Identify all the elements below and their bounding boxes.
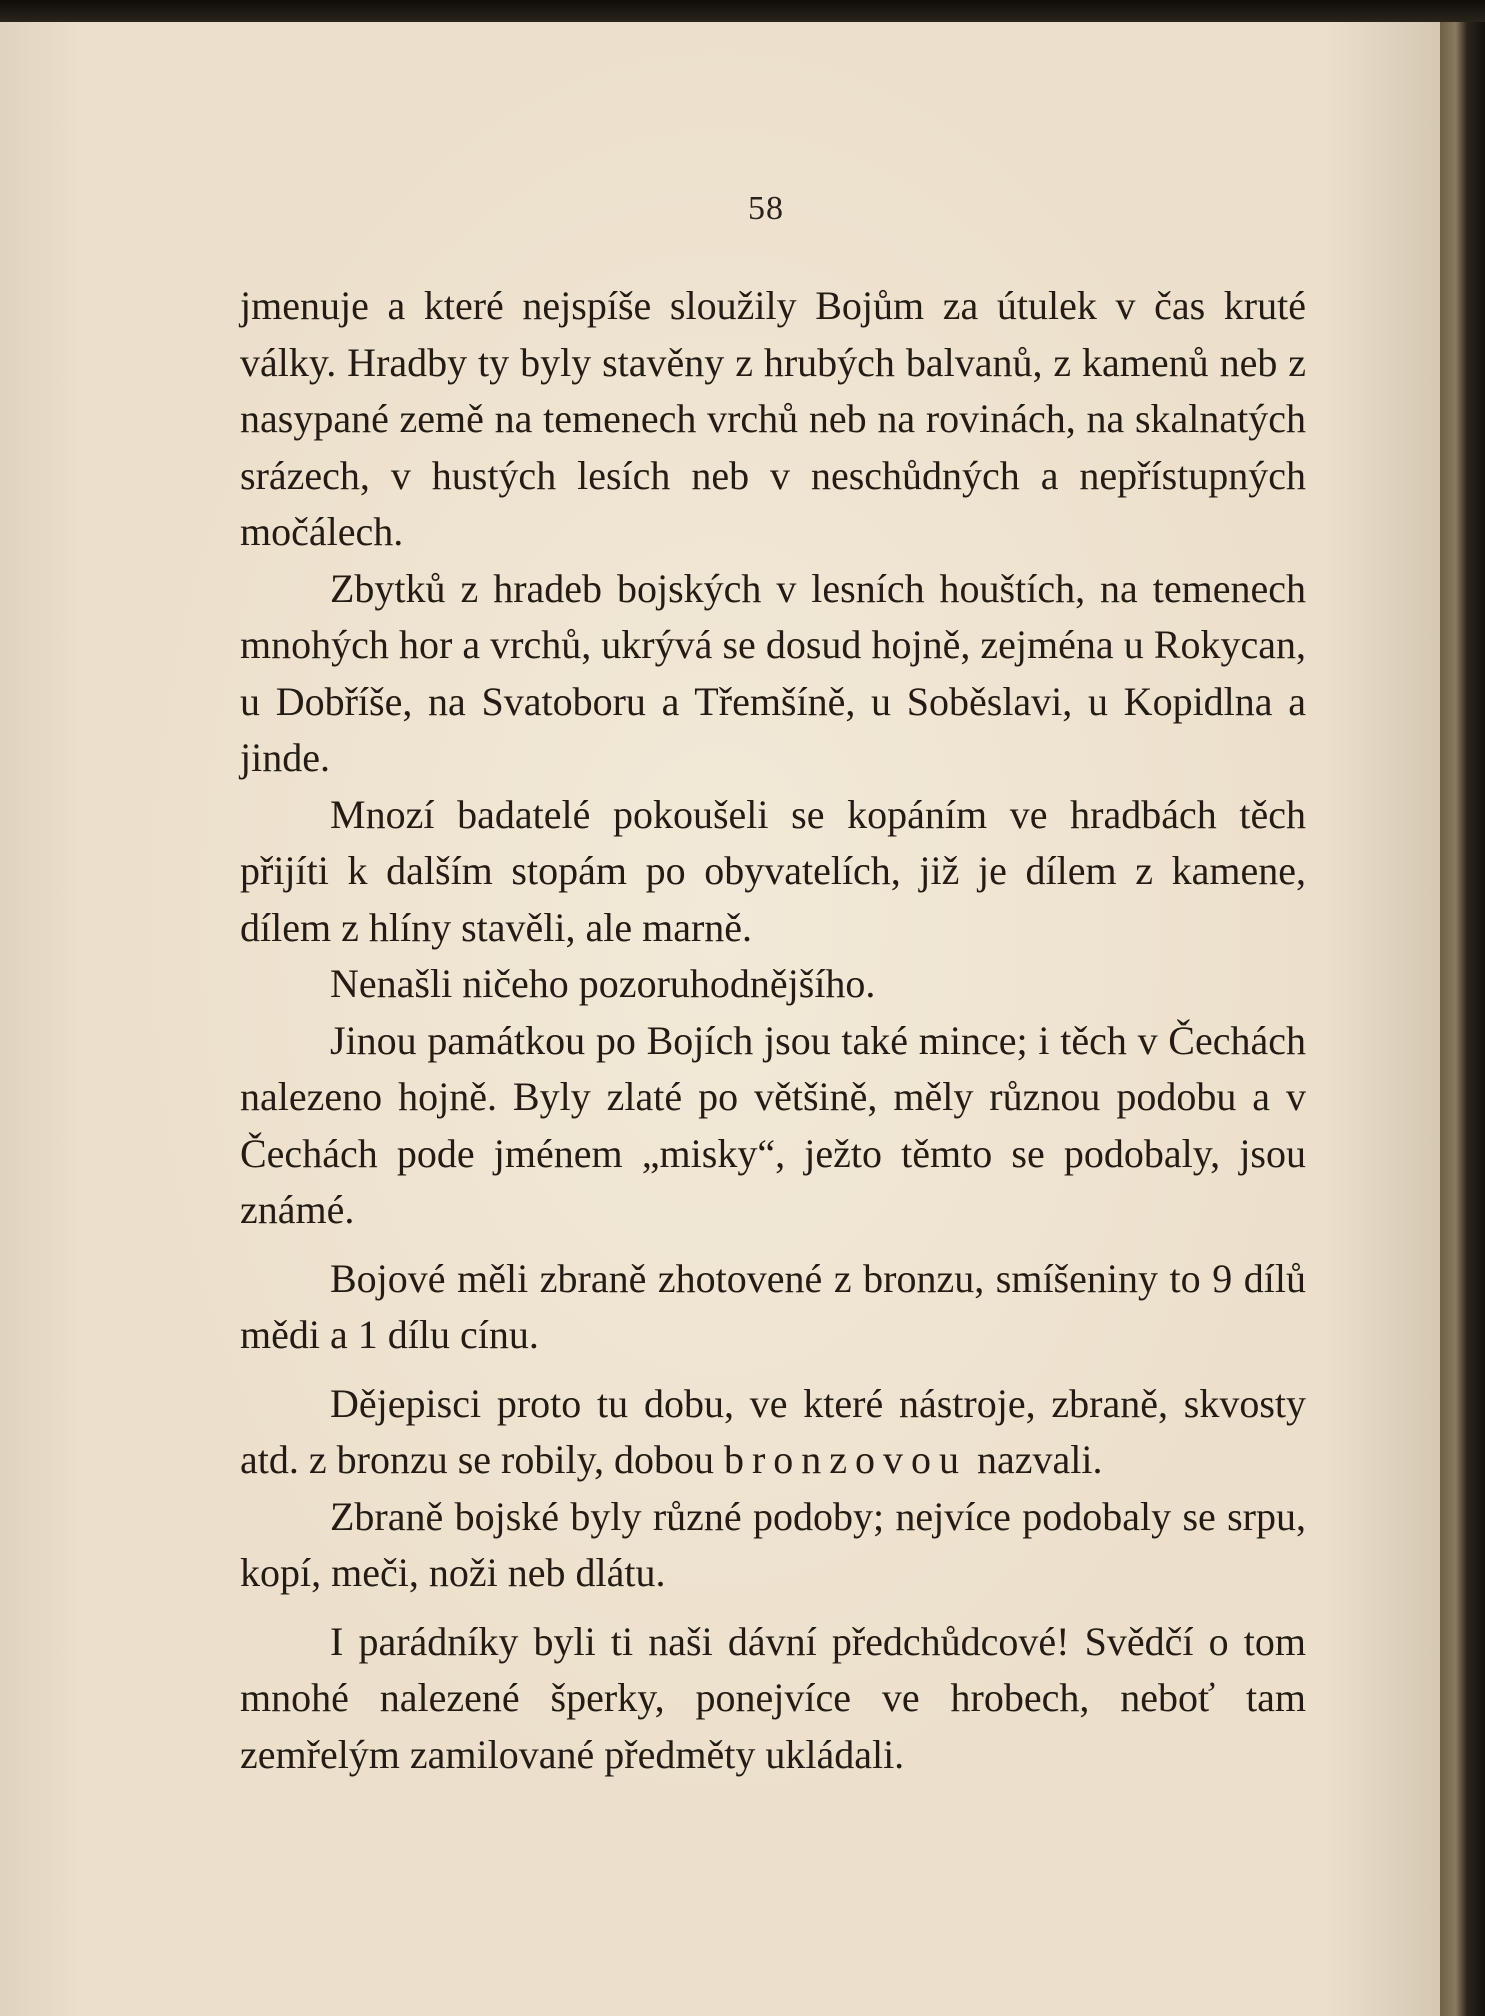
book-spine xyxy=(1440,22,1485,2016)
paragraph-end: nazvali. xyxy=(977,1437,1103,1482)
top-edge xyxy=(0,0,1485,22)
paragraph: Jinou památkou po Bojích jsou také mince; i těch v Čechách nalezeno hojně. Byly zlaté po většině, měly různou podobu a v Čechách pode jménem „misky“, ježto těmto se podobaly, jsou známé. xyxy=(240,1017,1306,1232)
paragraph: Zbraně bojské byly různé podoby; nejvíce podobaly se srpu, kopí, meči, noži neb dlátu. xyxy=(240,1493,1306,1595)
body-text xyxy=(240,278,1306,1783)
paragraph: jmenuje a které nejspíše sloužily Bojům za útulek v čas kruté války. Hradby ty byly stavěny z hrubých balvanů, z kamenů neb z nasypané země na temenech vrchů neb na rovinách, na skalnatých srázech, v hustých lesích neb v neschůdných a nepřístupných močálech. xyxy=(240,283,1306,554)
paragraph: Bojové měli zbraně zhotovené z bronzu, smíšeniny to 9 dílů mědi a 1 dílu cínu. xyxy=(240,1255,1306,1357)
paragraph: Zbytků z hradeb bojských v lesních houštích, na temenech mnohých hor a vrchů, ukrývá se dosud hojně, zejména u Rokycan, u Dobříše, na Svatoboru a Třemšíně, u Soběslavi, u Kopidlna a jinde. xyxy=(240,565,1306,780)
paragraph: Mnozí badatelé pokoušeli se kopáním ve hradbách těch přijíti k dalším stopám po obyvatelích, již je dílem z kamene, dílem z hlíny stavěli, ale marně. xyxy=(240,791,1306,950)
paragraph-text: Dějepisci proto tu dobu, ve které nástroje, zbraně, skvosty atd. z bronzu se robily, dobou xyxy=(240,1380,1306,1482)
paragraph: Nenašli ničeho pozoruhodnějšího. xyxy=(330,961,876,1006)
page-number: 58 xyxy=(748,190,784,227)
paragraph: I parádníky byli ti naši dávní předchůdcové! Svědčí o tom mnohé nalezené šperky, ponejvíce ve hrobech, neboť tam zemřelým zamilované předměty ukládali. xyxy=(240,1618,1306,1777)
paragraph xyxy=(240,1376,1306,1489)
spaced-emphasis: bronzovou xyxy=(723,1437,968,1482)
